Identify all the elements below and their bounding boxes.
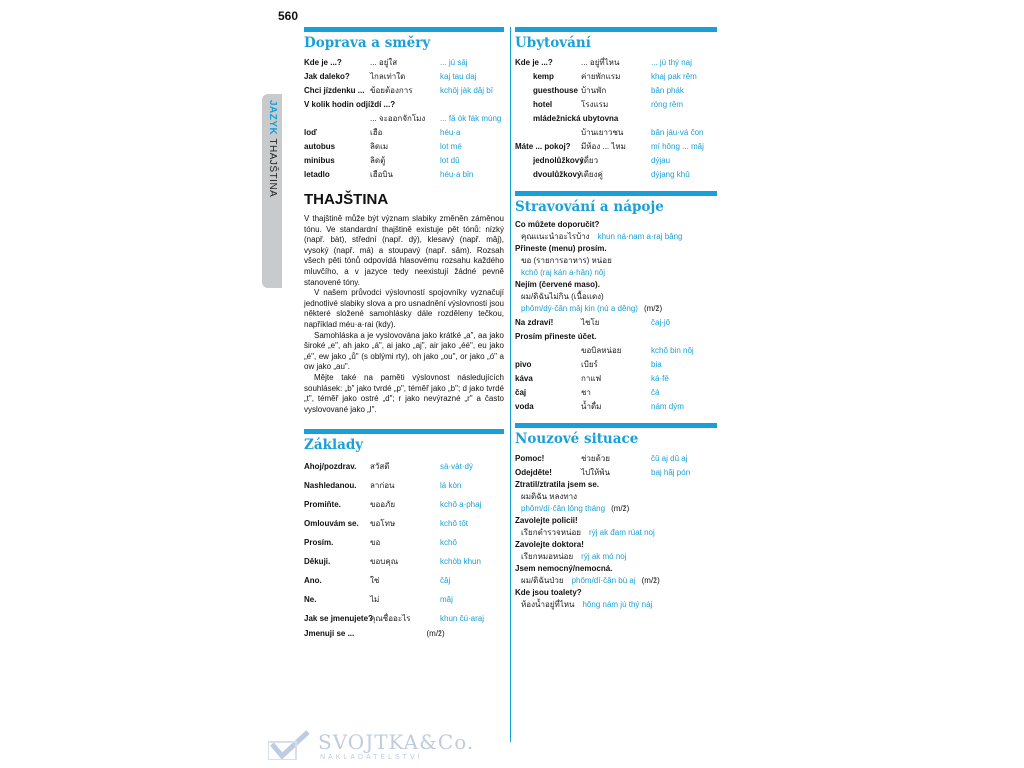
phrase-row (304, 167, 504, 181)
pronunciation: kchǒ (440, 538, 457, 548)
czech-phrase: Jsem nemocný/nemocná. (515, 564, 613, 573)
thai-script: ช่วยด้วย (581, 453, 610, 463)
czech-phrase: minibus (304, 155, 335, 165)
thai-script: คุณชื่ออะไร (370, 614, 411, 624)
phrase-row (515, 111, 717, 125)
phrase-line (515, 599, 717, 611)
left-column (304, 27, 504, 640)
section-title-doprava: Doprava a směry (304, 35, 431, 51)
pronunciation: kchòb khun (440, 557, 481, 567)
czech-phrase: Jak daleko? (304, 71, 350, 81)
phrase-row (304, 609, 504, 628)
pronunciation: khun čú·araj (440, 614, 485, 624)
phrase-line (515, 303, 717, 315)
phrase-row (515, 125, 717, 139)
phrase-line (515, 551, 717, 563)
pronunciation: baj hâj pón (651, 467, 691, 477)
thai-script: ไม่ (370, 595, 380, 605)
czech-phrase: Kde jsou toalety? (515, 588, 582, 597)
pronunciation: lot dû (440, 155, 460, 165)
phrase-row (515, 399, 717, 413)
pronunciation: hǒng nám jú thý náj (582, 600, 653, 609)
pronunciation: róng rêm (651, 99, 684, 109)
czech-phrase: mládežnická ubytovna (533, 113, 619, 123)
phrase-line (515, 267, 717, 279)
czech-phrase: Máte ... pokoj? (515, 141, 571, 151)
section-bar (515, 27, 717, 32)
pronunciation: ... fā òk fák múng (440, 113, 502, 123)
czech-phrase: Odejděte! (515, 467, 552, 477)
phrase-row (515, 329, 717, 343)
thai-script: ... อยู่ที่ไหน (581, 57, 620, 67)
czech-phrase: Ne. (304, 595, 317, 605)
phrase-row (515, 371, 717, 385)
section-title-zaklady: Základy (304, 437, 364, 454)
thai-script: ไกลเท่าใด (370, 71, 406, 81)
right-column (515, 27, 717, 611)
phrase-row (304, 97, 504, 111)
czech-phrase: Prosím. (304, 538, 334, 548)
pronunciation: khaj pak rêm (651, 71, 697, 81)
czech-phrase: loď (304, 127, 317, 137)
pronunciation: kchǒ bin nǒj (651, 345, 694, 355)
phrase-line (515, 255, 717, 267)
thai-script: ลาก่อน (370, 481, 395, 491)
thai-script: คุณแนะนำอะไรบ้าง (521, 232, 590, 241)
thai-script: มีห้อง ... ไหม (581, 141, 626, 151)
czech-phrase: dvoulůžkový (533, 169, 582, 179)
czech-phrase: Nejím (červené maso). (515, 280, 600, 289)
czech-phrase: Děkuji. (304, 557, 331, 567)
phrase-row (515, 83, 717, 97)
phrase-row (304, 514, 504, 533)
thajstina-paragraph: Samohláska a je vyslovována jako krátké „a", aa jako široké „e", ah jako „á", ai jako „aj", air jako „éé", eu jako „é", ew jako „ů" (s oblými rty), oh jako „ou", or jako „ó" a ow jako „au". (304, 330, 504, 372)
gender-note: (m/ž) (641, 576, 660, 585)
czech-phrase: Ahoj/pozdrav. (304, 462, 357, 472)
phrase-line (515, 479, 717, 491)
pronunciation: kaj tau daj (440, 71, 477, 81)
czech-phrase: Omlouvám se. (304, 519, 359, 529)
pronunciation: rýj ak đam rúat noj (588, 528, 655, 537)
pronunciation: héu·a (440, 127, 461, 137)
pronunciation: bân phák (651, 85, 684, 95)
thai-script: ผม/ดิฉันป่วย (521, 576, 564, 585)
phrase-row (304, 153, 504, 167)
thai-script: น้ำดื่ม (581, 401, 602, 411)
thai-script: ใช่ (370, 576, 380, 586)
thai-script: เฮือ (370, 127, 383, 137)
czech-phrase: Ano. (304, 576, 322, 586)
checkmark-logo-icon (268, 730, 312, 760)
phrase-row (304, 533, 504, 552)
phrase-line (515, 231, 717, 243)
pronunciation: kchǒ a·phaj (440, 500, 482, 510)
phrase-row (304, 111, 504, 125)
pronunciation: rýj ak mó noj (581, 552, 627, 561)
section-title-stravovani: Stravování a nápoje (515, 199, 664, 215)
thai-script: ผม/ดิฉันไม่กิน (เนื้อแดง) (521, 292, 604, 301)
phrase-line (515, 491, 717, 503)
pronunciation: čâj (440, 576, 451, 586)
phrase-row (515, 167, 717, 181)
pronunciation: bia (651, 359, 662, 369)
czech-phrase: Zavolejte policii! (515, 516, 578, 525)
pronunciation: khun ná·nam a·raj bâng (597, 232, 683, 241)
czech-phrase: V kolik hodin odjíždí ...? (304, 99, 396, 109)
thai-script: ขอ (370, 538, 381, 548)
thai-script: เบียร์ (581, 359, 598, 369)
phrase-row (304, 55, 504, 69)
stravovani-list (515, 315, 717, 413)
czech-phrase: Zavolejte doktora! (515, 540, 584, 549)
pronunciation: ... jú sāj (440, 57, 468, 67)
thai-script: ... อยู่ใส (370, 57, 398, 67)
phrase-row (304, 590, 504, 609)
phrase-row (515, 465, 717, 479)
phrase-row (304, 83, 504, 97)
czech-phrase: pivo (515, 359, 532, 369)
pronunciation: héu·a bǐn (440, 169, 474, 179)
thai-script: เฮือบิน (370, 169, 393, 179)
thai-script: ห้องน้ำอยู่ที่ไหน (521, 600, 575, 609)
doprava-list (304, 55, 504, 181)
watermark-subtitle: NAKLADATELSTVÍ (320, 754, 423, 761)
czech-phrase: čaj (515, 387, 527, 397)
thai-script: ลิดเม (370, 141, 389, 151)
thai-script: บ้านเยาวชน (581, 127, 624, 137)
czech-phrase: káva (515, 373, 533, 383)
publisher-watermark (268, 728, 480, 764)
czech-phrase: voda (515, 401, 534, 411)
pronunciation: phǒm/dí·čǎn lǒng tháng (521, 504, 606, 513)
section-title-ubytovani: Ubytování (515, 35, 591, 51)
pronunciation: kchǒ (raj kán a·hǎn) nǒj (521, 268, 606, 277)
czech-phrase: Ztratil/ztratila jsem se. (515, 480, 600, 489)
nouzove-lines (515, 479, 717, 611)
czech-phrase: Pomoc! (515, 453, 545, 463)
side-tab (262, 94, 282, 288)
phrase-row (515, 97, 717, 111)
pronunciation: phǒm/dí·čǎn bù aj (571, 576, 636, 585)
phrase-line (515, 503, 717, 515)
section-bar (515, 191, 717, 196)
list-item: Jmenuji se ... (m/ž) (304, 629, 445, 639)
phrase-row (515, 357, 717, 371)
phrase-row (515, 451, 717, 465)
phrase-row (515, 385, 717, 399)
thai-script: เตียงคู่ (581, 169, 603, 179)
section-title-nouzove: Nouzové situace (515, 431, 639, 447)
thai-script: โรงแรม (581, 99, 609, 109)
gender-note: (m/ž) (643, 304, 663, 313)
thai-script: เรียกหมอหน่อย (521, 552, 574, 561)
pronunciation: dýjau (651, 155, 671, 165)
thai-script: เรียกตำรวจหน่อย (521, 528, 581, 537)
pronunciation: kchōj jàk dâj bī (440, 85, 493, 95)
czech-phrase: Nashledanou. (304, 481, 357, 491)
pronunciation: lot mé (440, 141, 462, 151)
phrase-row (515, 139, 717, 153)
czech-phrase: guesthouse (533, 85, 578, 95)
phrase-row (515, 315, 717, 329)
phrase-row (304, 125, 504, 139)
thajstina-paragraph: Mějte také na paměti výslovnost následujících souhlásek: „b" jako tvrdé „p", téměř jako „b"; d jako tvrdé „t", téměř jako ostré „d"; r jako nevýrazné „r" a často vyslovované jako „l". (304, 372, 504, 414)
czech-phrase: autobus (304, 141, 336, 151)
column-divider (510, 27, 511, 742)
thai-script: ค่ายพักแรม (581, 71, 621, 81)
pronunciation: čá (651, 387, 660, 397)
section-bar (304, 27, 504, 32)
thai-script: ขอบคุณ (370, 557, 399, 567)
thajstina-paragraph: V našem průvodci výslovností spojovníky vyznačují jednotlivé slabiky slova a pro usnadnění výslovnosti jsou některé složené samohlásky dále rozděleny tečkou, například méu·a·rai (kdy). (304, 288, 504, 329)
side-tab-text: JAZYK THAJŠTINA (267, 100, 278, 198)
nouzove-list (515, 451, 717, 479)
pronunciation: bân jáu·vá čon (651, 127, 704, 137)
section-bar (515, 423, 717, 428)
czech-phrase: letadlo (304, 169, 330, 179)
pronunciation: dýjang khû (651, 169, 690, 179)
phrase-row (304, 571, 504, 590)
pronunciation: čaj·jô (651, 317, 671, 327)
pronunciation: mâj (440, 595, 453, 605)
czech-phrase: kemp (533, 71, 554, 81)
phrase-line (515, 279, 717, 291)
pronunciation: ... jú thý naj (651, 57, 692, 67)
phrase-line (515, 243, 717, 255)
gender-note: (m/ž) (611, 504, 630, 513)
thai-script: ชา (581, 387, 591, 397)
czech-phrase: Kde je ...? (515, 57, 553, 67)
pronunciation: kchǒ tôt (440, 519, 469, 529)
stravovani-lines (515, 219, 717, 315)
phrase-line (515, 539, 717, 551)
thai-script: ไชโย (581, 317, 600, 327)
phrase-line (515, 575, 717, 587)
pronunciation: sà·vàt·dý (440, 462, 473, 472)
phrase-row (304, 457, 504, 476)
phrase-line (515, 563, 717, 575)
czech-phrase: Jak se jmenujete? (304, 614, 373, 624)
phrase-line (515, 291, 717, 303)
thai-script: ผมดิฉัน หลงทาง (521, 492, 578, 501)
czech-phrase: jednolůžkový (533, 155, 584, 165)
thai-script: กาแฟ (581, 373, 602, 383)
phrase-row (515, 153, 717, 167)
thai-script: ขอบิลหน่อย (581, 345, 622, 355)
pronunciation: mí hǒng ... mǎj (651, 141, 704, 151)
pronunciation: lá kòn (440, 481, 462, 491)
watermark-brand: SVOJTKA&Co. (318, 730, 475, 754)
thai-script: ขอโทษ (370, 519, 396, 529)
section-bar (304, 429, 504, 434)
thai-script: สวัสดี (370, 462, 390, 472)
phrase-row (304, 139, 504, 153)
thai-script: ลิดตู้ (370, 155, 386, 165)
czech-phrase: Kde je ...? (304, 57, 342, 67)
czech-phrase: Chci jízdenku ... (304, 85, 365, 95)
phrase-row (515, 69, 717, 83)
thajstina-title: THAJŠTINA (304, 191, 389, 208)
thai-script: บ้านพัก (581, 85, 607, 95)
phrase-row (304, 552, 504, 571)
thai-script: ... จะออกจักโมง (370, 113, 426, 123)
thajstina-paragraph: V thajštině může být význam slabiky změněn záměnou tónu. Ve standardní thajštině existuje pět tónů: nízký (např. bàt), střední (např. dý), klesavý (např. mâj), vysoký (např. má) a stoupavý (např. sǎm). Rozsah všech pěti tónů odpovídá hlasovému rozsahu každého mluvčího, a v jazyce tedy neexistují žádné pevně stanovené tóny. (304, 214, 504, 287)
thai-script: ไปให้พ้น (581, 467, 611, 477)
czech-phrase: Promiňte. (304, 500, 341, 510)
phrase-line (515, 219, 717, 231)
phrase-row (304, 495, 504, 514)
thai-script: เดี่ยว (581, 155, 599, 165)
czech-phrase: Přineste (menu) prosím. (515, 244, 607, 253)
phrase-line (515, 587, 717, 599)
pronunciation: čû aj dû aj (651, 453, 688, 463)
pronunciation: nám dým (651, 401, 684, 411)
czech-phrase: hotel (533, 99, 553, 109)
page-number: 560 (278, 9, 299, 23)
thai-script: ข้อยต้องการ (370, 85, 413, 95)
czech-phrase: Na zdraví! (515, 317, 554, 327)
czech-phrase: Prosím přineste účet. (515, 331, 597, 341)
thai-script: ขอ (รายการอาหาร) หน่อย (521, 256, 612, 265)
phrase-line (515, 515, 717, 527)
zaklady-list (304, 457, 504, 628)
thai-script: ขออภัย (370, 500, 396, 510)
phrase-row (515, 55, 717, 69)
phrase-row (304, 476, 504, 495)
pronunciation: ká·fē (651, 373, 669, 383)
phrase-row (515, 343, 717, 357)
czech-phrase: Co můžete doporučit? (515, 220, 600, 229)
ubytovani-list (515, 55, 717, 181)
phrase-row (304, 69, 504, 83)
pronunciation: phǒm/dý·čǎn mâj kin (nú a dêng) (521, 304, 638, 313)
phrase-line (515, 527, 717, 539)
